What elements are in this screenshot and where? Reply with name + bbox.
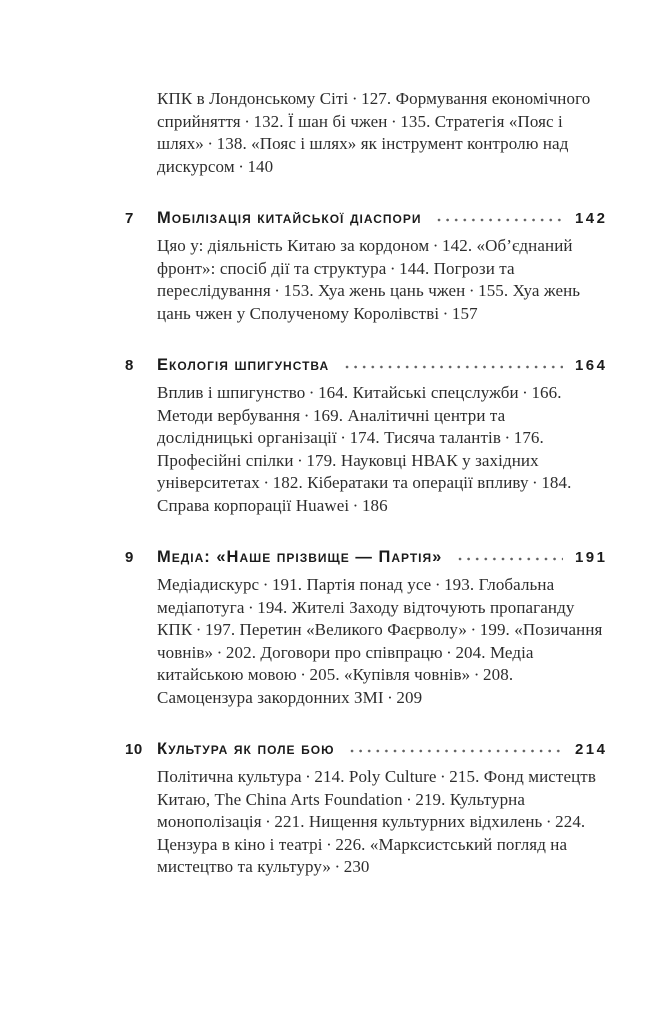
dotted-leader (437, 218, 563, 222)
chapter-title: Мобілізація китайської діаспори (157, 209, 422, 227)
toc-entry-heading (125, 356, 608, 375)
chapter-continuation-text: КПК в Лондонському Сіті · 127. Формування економічного сприйняття · 132. Ї шан бі чжен · 135. Стратегія «Пояс і шлях» · 138. «Пояс і шлях» як інструмент контролю над дискурсом · 140 (157, 89, 591, 176)
table-of-contents (125, 88, 608, 879)
chapter-title: Культура як поле бою (157, 740, 335, 758)
chapter-page-number: 191 (574, 549, 608, 566)
dotted-leader (345, 365, 563, 369)
chapter-page-number: 214 (574, 741, 608, 758)
toc-entry-heading (125, 209, 608, 228)
chapter-sections-text: Політична культура · 214. Poly Culture · 215. Фонд мистецтв Китаю, The China Arts Foundation · 219. Культурна монополізація · 221. Нищення культурних відхилень · 224. Цензура в кіно і театрі · 226. «Марксистський погляд на мистецтво та культуру» · 230 (157, 767, 596, 876)
dotted-leader (458, 557, 563, 561)
chapter-page-number: 164 (574, 357, 608, 374)
toc-entry (125, 548, 608, 709)
chapter-page-number: 142 (574, 210, 608, 227)
toc-entry (125, 740, 608, 879)
toc-entry (125, 356, 608, 517)
chapter-title: Екологія шпигунства (157, 356, 330, 374)
chapter-title: Медіа: «Наше прізвище — Партія» (157, 548, 443, 566)
chapter-sections-text: Вплив і шпигунство · 164. Китайські спецслужби · 166. Методи вербування · 169. Аналітичні центри та дослідницькі організації · 174. Тисяча талантів · 176. Професійні спілки · 179. Науковці НВАК у західних університетах · 182. Кібератаки та операції впливу · 184. Справа корпорації Huawei · 186 (157, 383, 572, 515)
chapter-number: 10 (125, 741, 143, 758)
chapter-number: 8 (125, 357, 134, 374)
chapter-number: 9 (125, 549, 134, 566)
chapter-sections-text: Медіадискурс · 191. Партія понад усе · 193. Глобальна медіапотуга · 194. Жителі Заходу відточують пропаганду КПК · 197. Перетин «Великого Фаєрволу» · 199. «Позичання човнів» · 202. Договори про співпрацю · 204. Медіа китайською мовою · 205. «Купівля човнів» · 208. Самоцензура закордонних ЗМІ · 209 (157, 575, 603, 707)
toc-entry-heading (125, 740, 608, 759)
toc-entry (125, 209, 608, 325)
dotted-leader (350, 749, 563, 753)
toc-entry-heading (125, 548, 608, 567)
chapter-sections-text: Цяо у: діяльність Китаю за кордоном · 142. «Об’єднаний фронт»: спосіб дії та структура · 144. Погрози та переслідування · 153. Хуа жень цань чжен · 155. Хуа жень цань чжен у Сполученому Королівстві · 157 (157, 236, 581, 323)
chapter-number: 7 (125, 210, 134, 227)
